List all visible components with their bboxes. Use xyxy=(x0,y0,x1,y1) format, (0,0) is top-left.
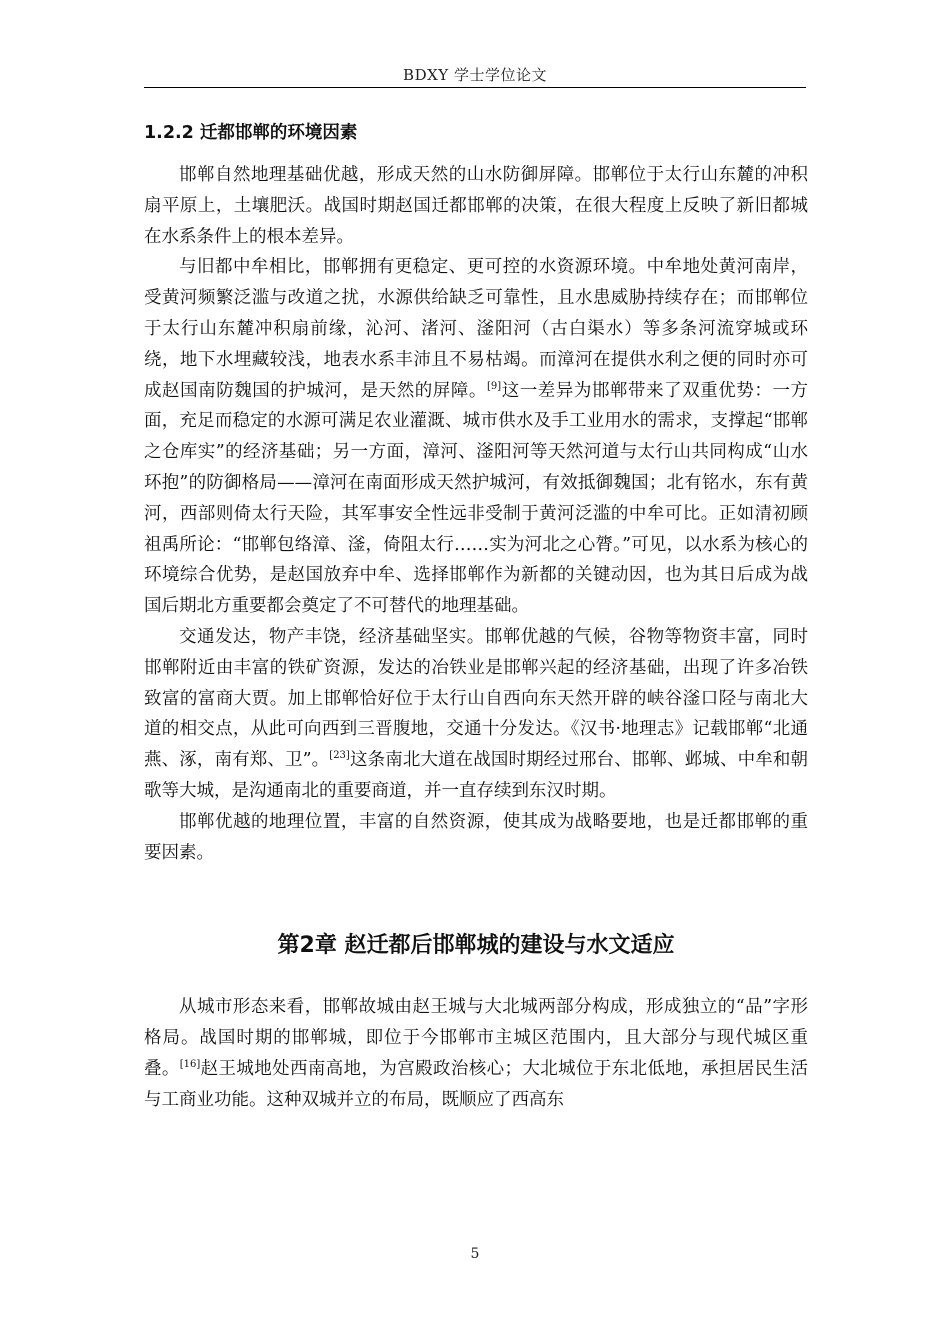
running-header: BDXY 学士学位论文 xyxy=(403,66,547,84)
page-number: 5 xyxy=(470,1246,480,1262)
page-body xyxy=(144,110,808,1116)
paragraph-4: 邯郸优越的地理位置，丰富的自然资源，使其成为战略要地，也是迁都邯郸的重要因素。 xyxy=(144,811,808,863)
chapter-title: 第2章 赵迁都后邯郸城的建设与水文适应 xyxy=(277,933,675,959)
header-divider xyxy=(144,87,806,88)
citation-16: [16] xyxy=(179,1058,201,1070)
chapter-paragraph-part-b: 赵王城地处西南高地，为宫殿政治核心；大北城位于东北低地，承担居民生活与工商业功能。这种双城并立的布局，既顺应了西高东 xyxy=(144,1058,808,1110)
paragraph-1: 邯郸自然地理基础优越，形成天然的山水防御屏障。邯郸位于太行山东麓的冲积扇平原上，土壤肥沃。战国时期赵国迁都邯郸的决策，在很大程度上反映了新旧都城在水系条件上的根本差异。 xyxy=(144,165,808,247)
paragraph-2 xyxy=(144,252,808,622)
chapter-paragraph-part-a: 从城市形态来看，邯郸故城由赵王城与大北城两部分构成，形成独立的“品”字形格局。战国时期的邯郸城，即位于今邯郸市主城区范围内，且大部分与现代城区重叠。 xyxy=(144,997,808,1079)
paragraph-3-part-b: 这条南北大道在战国时期经过邢台、邯郸、邺城、中牟和朝歌等大城，是沟通南北的重要商道，并一直存续到东汉时期。 xyxy=(144,750,808,801)
section-heading: 1.2.2 迁都邯郸的环境因素 xyxy=(144,123,358,143)
citation-9: [9] xyxy=(486,380,502,392)
paragraph-3 xyxy=(144,622,808,807)
paragraph-2-part-b: 这一差异为邯郸带来了双重优势：一方面，充足而稳定的水源可满足农业灌溉、城市供水及手工业用水的需求，支撑起“邯郸之仓库实”的经济基础；另一方面，漳河、滏阳河等天然河道与太行山共同构成“山水环抱”的防御格局——漳河在南面形成天然护城河，有效抵御魏国；北有铭水，东有黄河，西部则倚太行天险，其军事安全性远非受制于黄河泛滥的中牟可比。正如清初顾祖禹所论：“邯郸包络漳、滏，倚阻太行……实为河北之心膂。”可见，以水系为核心的环境综合优势，是赵国放弃中牟、选择邯郸作为新都的关键动因，也为其日后成为战国后期北方重要都会奠定了不可替代的地理基础。 xyxy=(144,380,809,617)
paragraph-2-part-a: 与旧都中牟相比，邯郸拥有更稳定、更可控的水资源环境。中牟地处黄河南岸，受黄河频繁泛滥与改道之扰，水源供给缺乏可靠性，且水患威胁持续存在；而邯郸位于太行山东麓冲积扇前缘，沁河、渚河、滏阳河（古白渠水）等多条河流穿城或环绕，地下水埋藏较浅，地表水系丰沛且不易枯竭。而漳河在提供水利之便的同时亦可成赵国南防魏国的护城河，是天然的屏障。 xyxy=(144,257,808,401)
paragraph-3-part-a: 交通发达，物产丰饶，经济基础坚实。邯郸优越的气候，谷物等物资丰富，同时邯郸附近由丰富的铁矿资源，发达的冶铁业是邯郸兴起的经济基础，出现了许多冶铁致富的富商大贾。加上邯郸恰好位于太行山自西向东天然开辟的峡谷滏口陉与南北大道的相交点，从此可向西到三晋腹地，交通十分发达。《汉书·地理志》记载邯郸“北通燕、涿，南有郑、卫”。 xyxy=(144,626,808,771)
chapter-paragraph-1 xyxy=(144,992,808,1115)
citation-23: [23] xyxy=(329,750,350,762)
